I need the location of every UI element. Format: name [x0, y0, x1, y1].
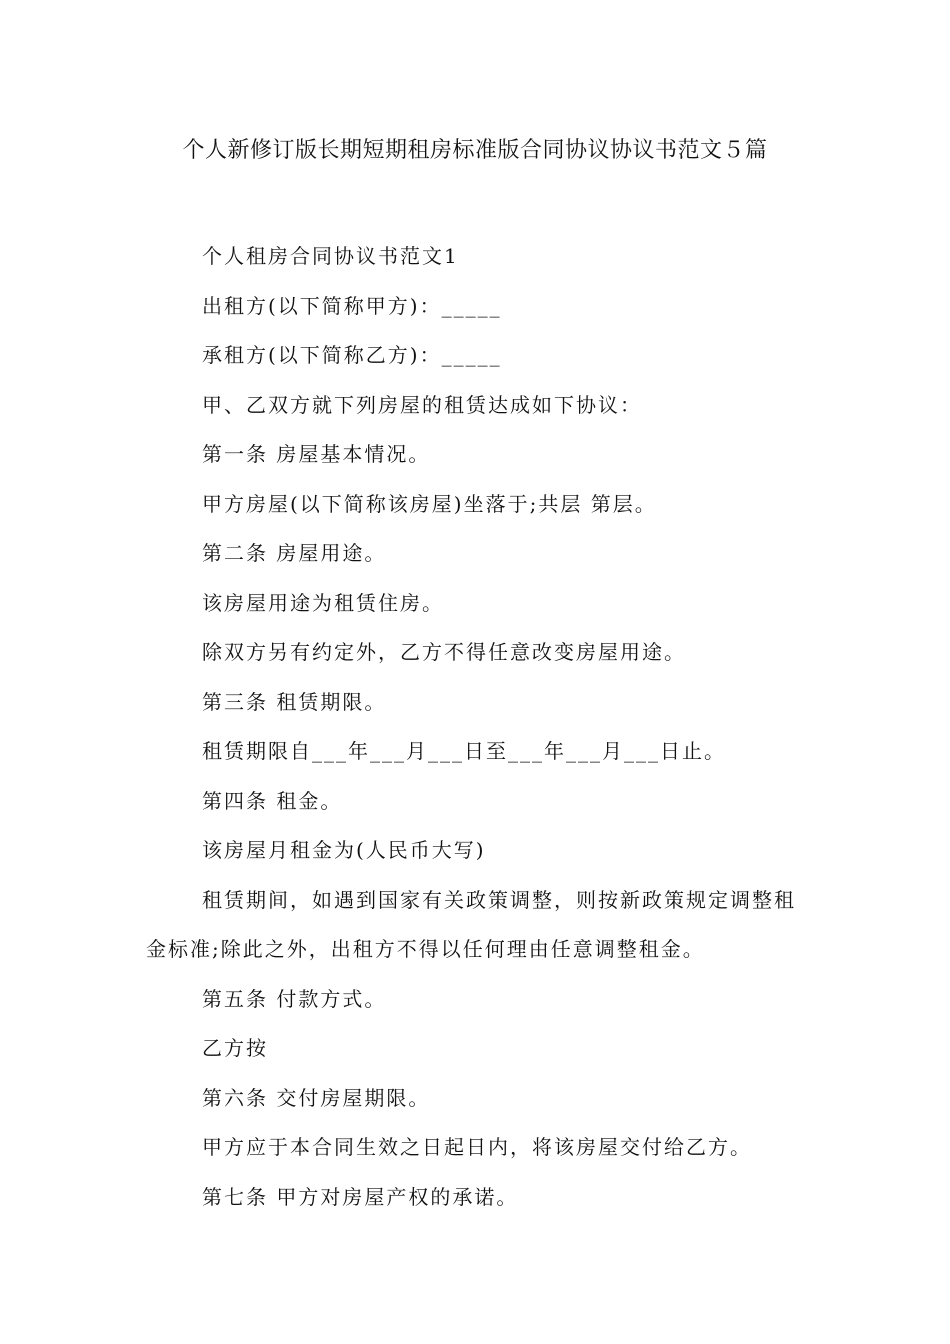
paragraph: 该房屋用途为租赁住房。 — [202, 590, 444, 615]
paragraph: 个人租房合同协议书范文1 — [202, 244, 459, 268]
paragraph: 第七条 甲方对房屋产权的承诺。 — [202, 1184, 519, 1209]
paragraph: 承租方(以下简称乙方)：_____ — [202, 343, 502, 367]
paragraph: 出租方(以下简称甲方)：_____ — [202, 293, 502, 318]
paragraph: 第五条 付款方式。 — [202, 986, 387, 1011]
paragraph: 第二条 房屋用途。 — [202, 541, 387, 565]
paragraph: 第四条 租金。 — [202, 788, 343, 813]
paragraph: 租赁期限自___年___月___日至___年___月___日止。 — [202, 739, 726, 763]
paragraph: 乙方按 — [202, 1036, 268, 1060]
document-title: 个人新修订版长期短期租房标准版合同协议协议书范文５篇 — [182, 138, 768, 163]
paragraph: 甲、乙双方就下列房屋的租赁达成如下协议： — [202, 392, 642, 417]
paragraph: 第三条 租赁期限。 — [202, 689, 387, 714]
paragraph: 该房屋月租金为(人民币大写) — [202, 838, 486, 862]
paragraph: 甲方房屋(以下简称该房屋)坐落于;共层 第层。 — [202, 491, 657, 516]
paragraph: 第一条 房屋基本情况。 — [202, 442, 431, 466]
document-body — [146, 232, 810, 1222]
paragraph: 租赁期间，如遇到国家有关政策调整，则按新政策规定调整租金标准;除此之外，出租方不得以任何理由任意调整租金。 — [146, 887, 796, 961]
paragraph: 第六条 交付房屋期限。 — [202, 1085, 431, 1110]
paragraph: 除双方另有约定外，乙方不得任意改变房屋用途。 — [202, 640, 686, 664]
paragraph: 甲方应于本合同生效之日起日内，将该房屋交付给乙方。 — [202, 1135, 752, 1159]
